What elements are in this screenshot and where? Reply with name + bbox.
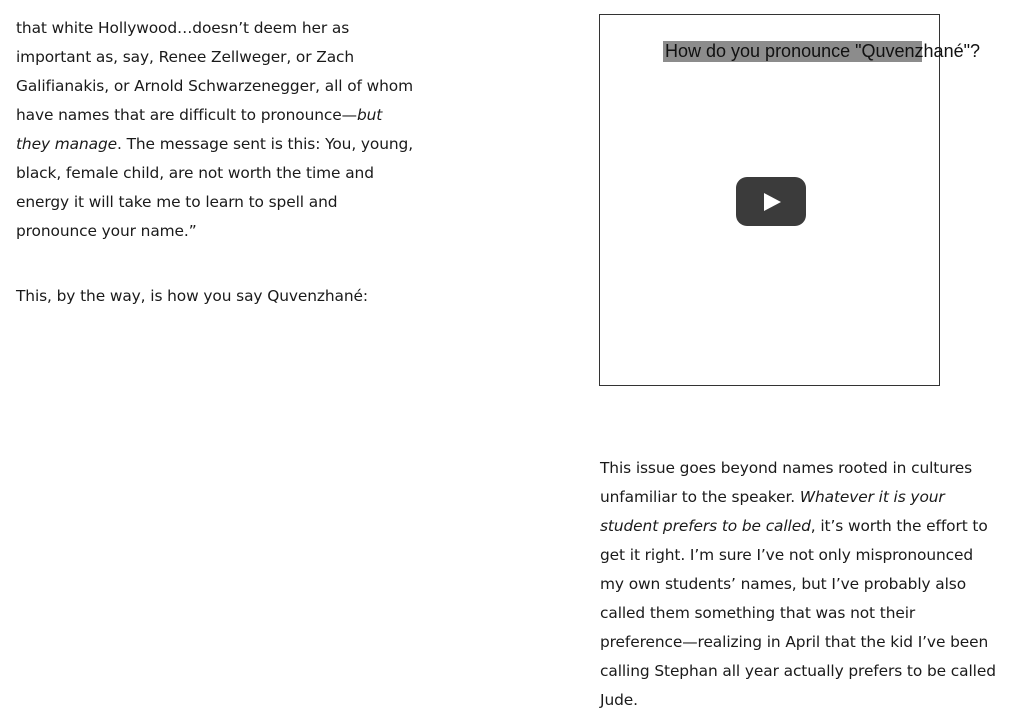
video-title[interactable]: How do you pronounce "Quvenzhané"? (665, 41, 980, 61)
quote-emphasis: but they manage (16, 106, 383, 153)
body-emphasis: Whatever it is your student prefers to be called (600, 488, 945, 535)
article-left-column (16, 14, 416, 311)
article-right-column (600, 454, 1000, 715)
play-button[interactable] (736, 177, 806, 226)
pronunciation-intro: This, by the way, is how you say Quvenzhané: (16, 287, 368, 305)
body-text: This issue goes beyond names rooted in cultures unfamiliar to the speaker. (600, 459, 973, 506)
body-text-continued: , it’s worth the effort to get it right. I’m sure I’ve not only mispronounced my own students’ names, but I’ve probably also called them something that was not their preference—realizing in April that the kid I’ve been calling Stephan all year actually prefers to be called Jude. (600, 517, 996, 709)
play-icon (736, 177, 806, 226)
quote-paragraph (16, 14, 416, 246)
youtube-embed[interactable] (599, 14, 980, 386)
quote-text-continued: . The message sent is this: You, young, black, female child, are not worth the time and energy it will take me to learn to spell and pronounce your name.” (16, 135, 413, 240)
body-paragraph (600, 454, 1000, 715)
quote-text: that white Hollywood…doesn’t deem her as important as, say, Renee Zellweger, or Zach Galifianakis, or Arnold Schwarzenegger, all of whom have names that are difficult to pronounce— (16, 19, 414, 124)
